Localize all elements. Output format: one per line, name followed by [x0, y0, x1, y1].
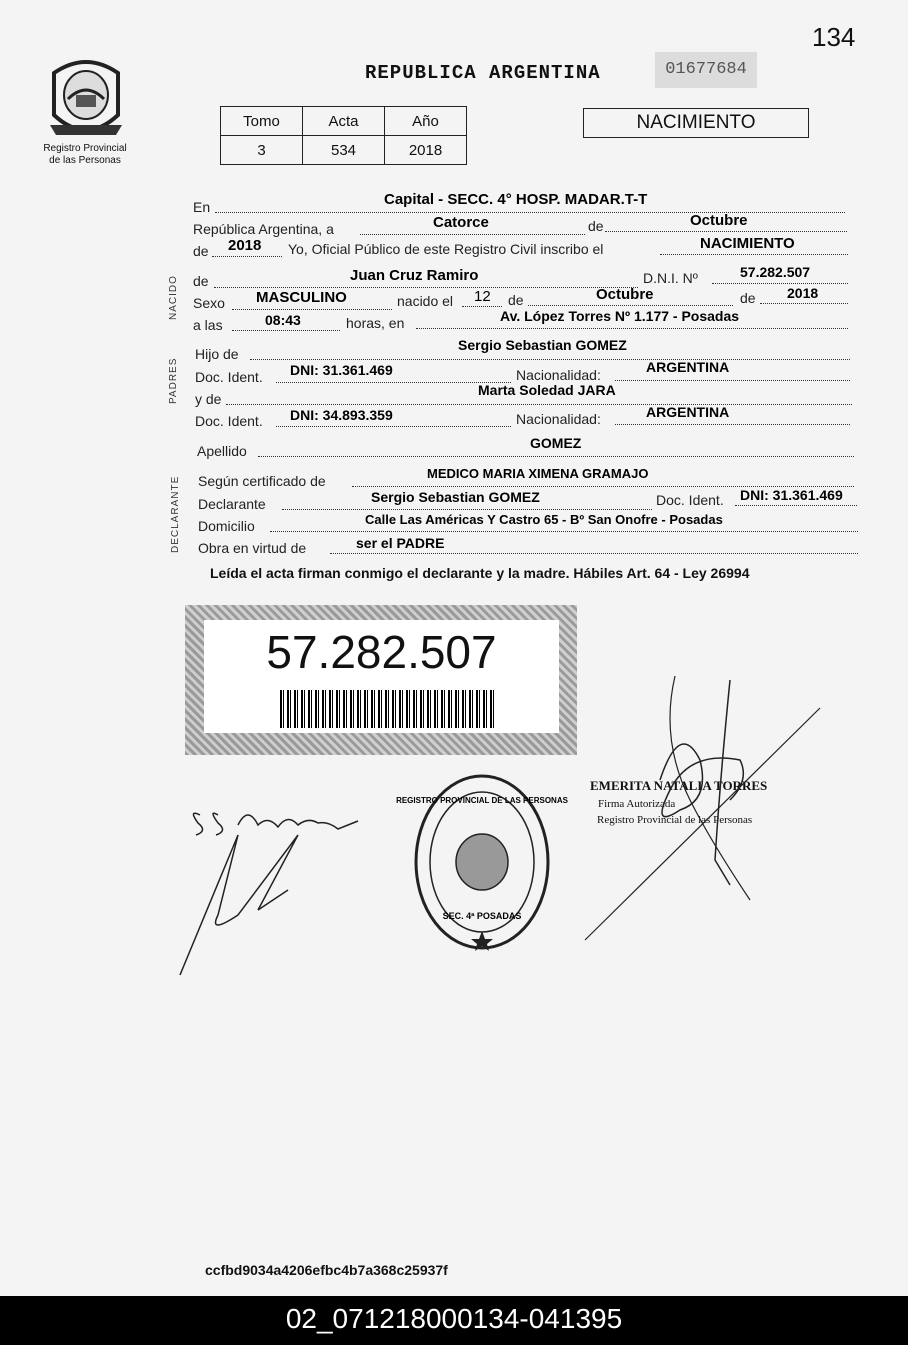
dotted-line	[276, 426, 511, 427]
register-table	[220, 106, 467, 165]
label-yo: Yo, Oficial Público de este Registro Civil inscribo el	[288, 241, 604, 257]
value-declarante-doc: DNI: 31.361.469	[740, 487, 843, 503]
dotted-line	[605, 231, 847, 232]
serial-number: 01677684	[655, 52, 757, 88]
value-obra: ser el PADRE	[356, 535, 445, 551]
label-en: En	[193, 199, 211, 215]
value-lugar: Capital - SECC. 4° HOSP. MADAR.T-T	[384, 191, 648, 208]
value-dia-letras: Catorce	[433, 214, 489, 231]
label-de-month: de	[740, 290, 756, 306]
value-declarante: Sergio Sebastian GOMEZ	[371, 489, 540, 505]
dotted-line	[462, 306, 502, 307]
value-anio: 2018	[385, 136, 467, 165]
dotted-line	[226, 404, 852, 405]
label-nacionalidad: Nacionalidad:	[516, 367, 601, 383]
value-mes: Octubre	[690, 212, 748, 229]
label-de-year: de	[193, 243, 209, 259]
label-dni: D.N.I. Nº	[643, 270, 698, 286]
page-number: 134	[812, 22, 856, 52]
label-doc-ident-madre: Doc. Ident.	[195, 413, 263, 429]
dotted-line	[282, 509, 652, 510]
label-declarante: Declarante	[198, 496, 266, 512]
record-type-box: NACIMIENTO	[583, 108, 809, 138]
label-sexo: Sexo	[193, 295, 225, 311]
value-mes-nac: Octubre	[596, 286, 654, 303]
seal-ring-text: REGISTRO PROVINCIAL DE LAS PERSONAS	[396, 796, 568, 805]
label-hijo-de: Hijo de	[195, 346, 239, 362]
closing-note: Leída el acta firman conmigo el declarante y la madre. Hábiles Art. 64 - Ley 26994	[210, 565, 750, 581]
dotted-line	[660, 254, 848, 255]
declarant-signature	[178, 795, 368, 985]
value-acta: 534	[303, 136, 385, 165]
value-padre-doc: DNI: 31.361.469	[290, 362, 393, 378]
dotted-line	[212, 256, 282, 257]
label-de: de	[588, 218, 604, 234]
value-anio: 2018	[228, 237, 262, 254]
dotted-line	[360, 234, 585, 235]
province-coat-of-arms-icon	[46, 55, 126, 141]
header-anio: Año	[385, 107, 467, 136]
dotted-line	[250, 359, 850, 360]
document-hash: ccfbd9034a4206efbc4b7a368c25937f	[205, 1262, 448, 1278]
value-padre: Sergio Sebastian GOMEZ	[458, 337, 627, 353]
dotted-line	[615, 380, 850, 381]
registry-caption: Registro Provincial de las Personas	[43, 143, 127, 166]
value-hora: 08:43	[265, 312, 301, 328]
dotted-line	[232, 330, 340, 331]
barcode	[280, 690, 495, 728]
dotted-line	[760, 303, 848, 304]
value-certificado: MEDICO MARIA XIMENA GRAMAJO	[427, 466, 649, 481]
header-tomo: Tomo	[221, 107, 303, 136]
dotted-line	[215, 212, 845, 213]
side-label-nacido: NACIDO	[168, 275, 179, 320]
label-doc-ident-decl: Doc. Ident.	[656, 492, 724, 508]
value-anio-nac: 2018	[787, 285, 819, 301]
footer-code: 02_071218000134-041395	[0, 1296, 908, 1345]
seal-center-text: SEC. 4ª POSADAS	[442, 911, 522, 921]
dotted-line	[735, 505, 857, 506]
document-title: REPUBLICA ARGENTINA	[365, 62, 601, 84]
dotted-line	[416, 328, 848, 329]
label-de-name: de	[193, 273, 209, 289]
side-label-padres: PADRES	[168, 357, 179, 404]
label-apellido: Apellido	[197, 443, 247, 459]
value-sexo: MASCULINO	[256, 289, 347, 306]
label-republica: República Argentina, a	[193, 221, 334, 237]
dotted-line	[232, 309, 392, 310]
dotted-line	[270, 531, 858, 532]
value-dia: 12	[474, 288, 491, 305]
label-doc-ident: Doc. Ident.	[195, 369, 263, 385]
value-lugar-nac: Av. López Torres Nº 1.177 - Posadas	[500, 308, 740, 324]
dotted-line	[258, 456, 854, 457]
label-y-de: y de	[195, 391, 222, 407]
label-horas: horas, en	[346, 315, 405, 331]
dotted-line	[528, 305, 733, 306]
dotted-line	[330, 553, 858, 554]
side-label-declarante: DECLARANTE	[170, 475, 181, 553]
official-name: EMERITA NATALIA TORRES	[590, 778, 768, 793]
official-signature	[580, 660, 830, 950]
dotted-line	[214, 287, 638, 288]
registry-seal	[396, 773, 568, 951]
label-a-las: a las	[193, 317, 223, 333]
dotted-line	[276, 382, 511, 383]
label-de-day: de	[508, 292, 524, 308]
value-apellido: GOMEZ	[530, 435, 582, 451]
value-padre-nac: ARGENTINA	[646, 359, 730, 375]
value-domicilio: Calle Las Américas Y Castro 65 - Bº San Onofre - Posadas	[365, 512, 723, 527]
value-dni: 57.282.507	[740, 264, 811, 280]
label-nacionalidad-madre: Nacionalidad:	[516, 411, 601, 427]
dotted-line	[615, 424, 850, 425]
value-nombre: Juan Cruz Ramiro	[350, 267, 479, 284]
header-acta: Acta	[303, 107, 385, 136]
label-nacido: nacido el	[397, 293, 454, 309]
value-tomo: 3	[221, 136, 303, 165]
value-madre: Marta Soledad JARA	[478, 382, 616, 398]
dni-stamp-number: 57.282.507	[266, 626, 497, 678]
official-role: Firma Autorizada	[598, 798, 676, 810]
label-segun: Según certificado de	[198, 473, 326, 489]
dotted-line	[712, 283, 848, 284]
label-domicilio: Domicilio	[198, 518, 255, 534]
label-obra: Obra en virtud de	[198, 540, 307, 556]
value-madre-doc: DNI: 34.893.359	[290, 407, 393, 423]
value-madre-nac: ARGENTINA	[646, 404, 730, 420]
value-acto: NACIMIENTO	[700, 235, 795, 252]
official-office: Registro Provincial de las Personas	[597, 814, 753, 826]
